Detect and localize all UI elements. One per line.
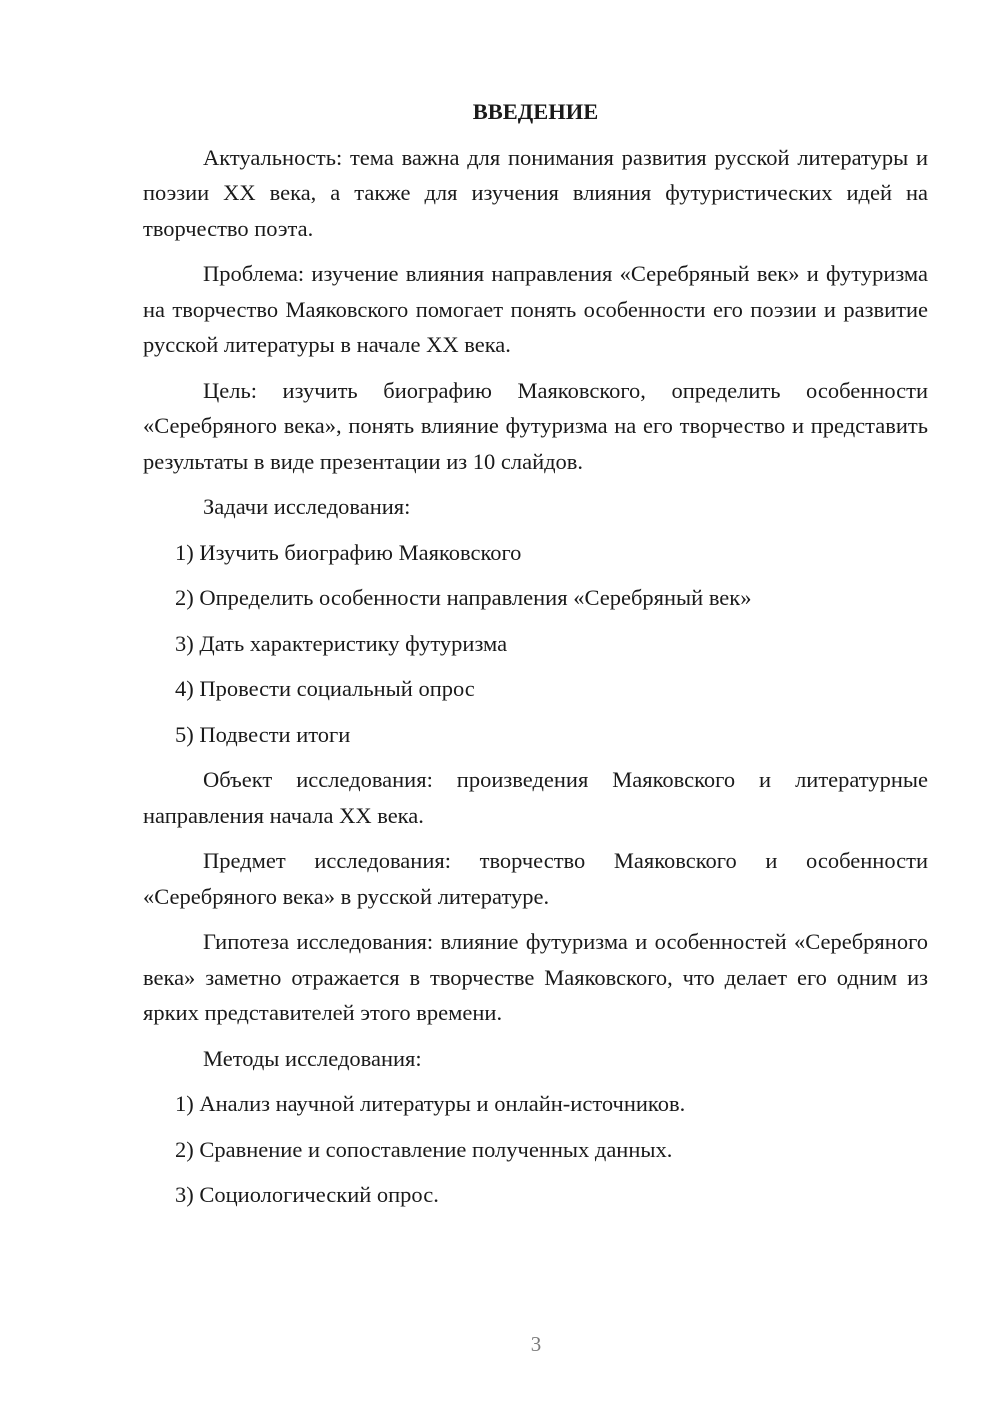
object-paragraph: Объект исследования: произведения Маяковского и литературные направления начала XX века.: [143, 767, 928, 828]
task-item: 4) Провести социальный опрос: [175, 676, 475, 701]
task-item: 1) Изучить биографию Маяковского: [175, 539, 522, 565]
task-item: 2) Определить особенности направления «Серебряный век»: [175, 585, 752, 610]
method-item: 3) Социологический опрос.: [175, 1182, 439, 1207]
method-item: 1) Анализ научной литературы и онлайн-источников.: [175, 1091, 686, 1116]
goal-paragraph: Цель: изучить биографию Маяковского, определить особенности «Серебряного века», понять влияние футуризма на его творчество и представить результаты в виде презентации из 10 слайдов.: [143, 377, 928, 474]
page-content: [143, 94, 928, 1223]
method-item: 2) Сравнение и сопоставление полученных данных.: [175, 1136, 673, 1162]
task-item: 3) Дать характеристику футуризма: [175, 630, 508, 656]
tasks-heading: Задачи исследования:: [203, 494, 411, 519]
page-number: 3: [530, 1332, 542, 1356]
problem-paragraph: Проблема: изучение влияния направления «Серебряный век» и футуризма на творчество Маяковского помогает понять особенности его поэзии и развитие русской литературы в начале XX века.: [143, 261, 928, 357]
relevance-paragraph: Актуальность: тема важна для понимания развития русской литературы и поэзии XX века, а также для изучения влияния футуристических идей на творчество поэта.: [143, 144, 928, 241]
hypothesis-paragraph: Гипотеза исследования: влияние футуризма и особенностей «Серебряного века» заметно отражается в творчестве Маяковского, что делает его одним из ярких представителей этого времени.: [143, 929, 928, 1025]
page-title: ВВЕДЕНИЕ: [472, 99, 599, 124]
methods-heading: Методы исследования:: [203, 1045, 422, 1071]
subject-paragraph: Предмет исследования: творчество Маяковского и особенности «Серебряного века» в русской литературе.: [143, 848, 928, 909]
task-item: 5) Подвести итоги: [175, 721, 351, 747]
